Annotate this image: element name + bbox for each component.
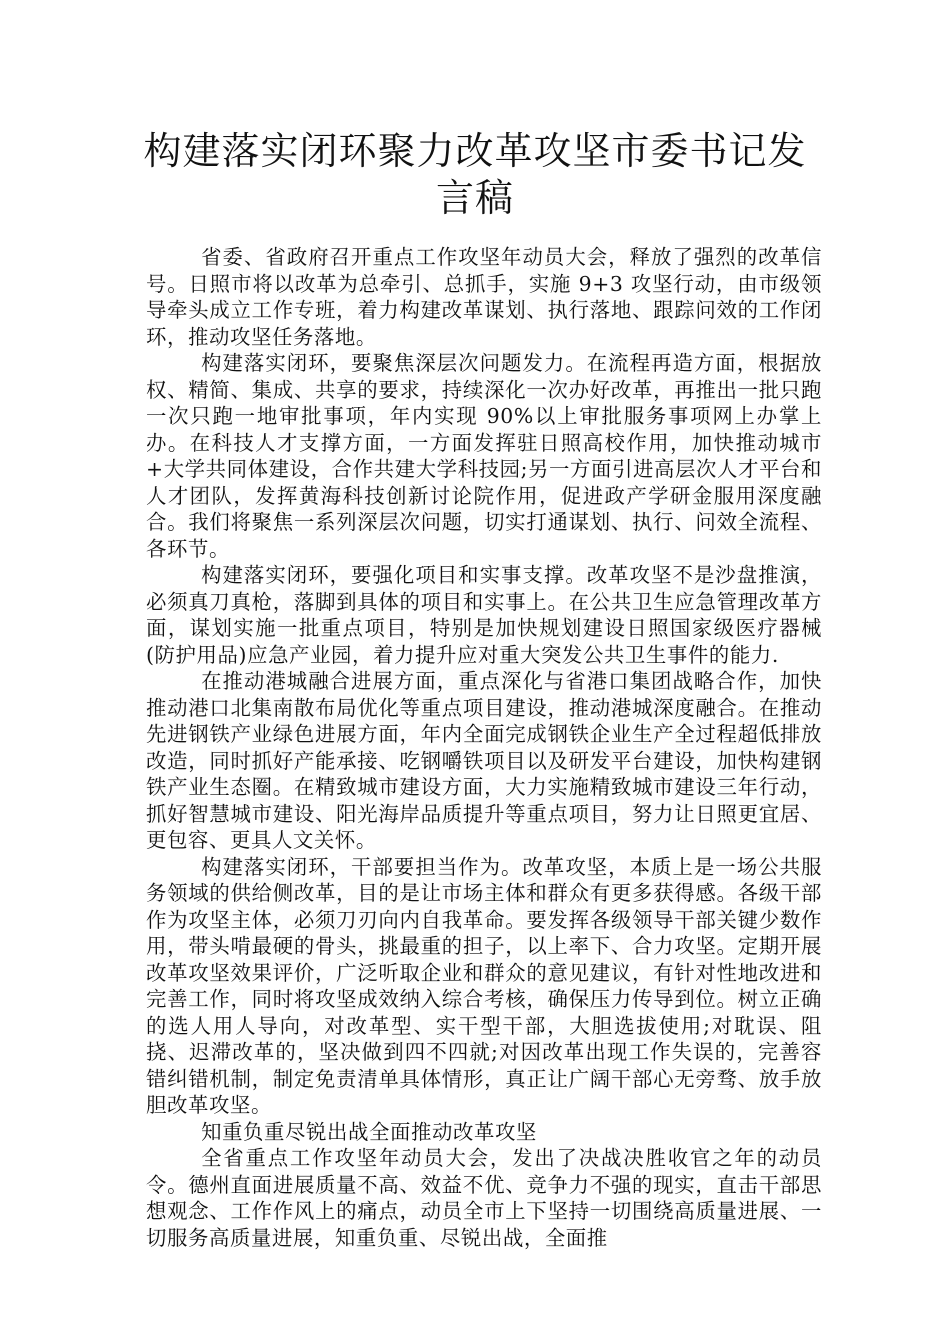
document-body <box>146 244 822 1251</box>
paragraph-deep-issues: 构建落实闭环，要聚焦深层次问题发力。在流程再造方面，根据放权、精简、集成、共享的要求，持续深化一次办好改革，再推出一批只跑一次只跑一地审批事项，年内实现 90%以上审批服务事项网上办掌上办。在科技人才支撑方面，一方面发挥驻日照高校作用，加快推动城市+大学共同体建设，合作共建大学科技园;另一方面引进高层次人才平台和人才团队，发挥黄海科技创新讨论院作用，促进政产学研金服用深度融合。我们将聚焦一系列深层次问题，切实打通谋划、执行、问效全流程、各环节。 <box>146 351 822 561</box>
paragraph-dezhou: 全省重点工作攻坚年动员大会，发出了决战决胜收官之年的动员令。德州直面进展质量不高、效益不优、竞争力不强的现实，直击干部思想观念、工作作风上的痛点，动员全市上下坚持一切围绕高质量进展、一切服务高质量进展，知重负重、尽锐出战，全面推 <box>146 1146 822 1250</box>
document-title: 构建落实闭环聚力改革攻坚市委书记发言稿 <box>143 129 807 220</box>
paragraph-intro: 省委、省政府召开重点工作攻坚年动员大会，释放了强烈的改革信号。日照市将以改革为总牵引、总抓手，实施 9+3 攻坚行动，由市级领导牵头成立工作专班，着力构建改革谋划、执行落地、跟踪问效的工作闭环，推动攻坚任务落地。 <box>146 245 822 349</box>
paragraph-cadres: 构建落实闭环，干部要担当作为。改革攻坚，本质上是一场公共服务领域的供给侧改革，目的是让市场主体和群众有更多获得感。各级干部作为攻坚主体，必须刀刃向内自我革命。要发挥各级领导干部关键少数作用，带头啃最硬的骨头，挑最重的担子，以上率下、合力攻坚。定期开展改革攻坚效果评价，广泛听取企业和群众的意见建议，有针对性地改进和完善工作，同时将攻坚成效纳入综合考核，确保压力传导到位。树立正确的选人用人导向，对改革型、实干型干部，大胆选拔使用;对耽误、阻挠、迟滞改革的，坚决做到四不四就;对因改革出现工作失误的，完善容错纠错机制，制定免责清单具体情形，真正让广阔干部心无旁骛、放手放胆改革攻坚。 <box>146 854 822 1117</box>
paragraph-port-city: 在推动港城融合进展方面，重点深化与省港口集团战略合作，加快推动港口北集南散布局优化等重点项目建设，推动港城深度融合。在推动先进钢铁产业绿色进展方面，年内全面完成钢铁企业生产全过程超低排放改造，同时抓好产能承接、吃钢嚼铁项目以及研发平台建设，加快构建钢铁产业生态圈。在精致城市建设方面，大力实施精致城市建设三年行动，抓好智慧城市建设、阳光海岸品质提升等重点项目，努力让日照更宜居、更包容、更具人文关怀。 <box>146 669 822 852</box>
paragraph-projects: 构建落实闭环，要强化项目和实事支撑。改革攻坚不是沙盘推演，必须真刀真枪，落脚到具体的项目和实事上。在公共卫生应急管理改革方面，谋划实施一批重点项目，特别是加快规划建设日照国家级医疗器械(防护用品)应急产业园，着力提升应对重大突发公共卫生事件的能力. <box>146 563 822 667</box>
section-heading: 知重负重尽锐出战全面推动改革攻坚 <box>201 1119 537 1144</box>
